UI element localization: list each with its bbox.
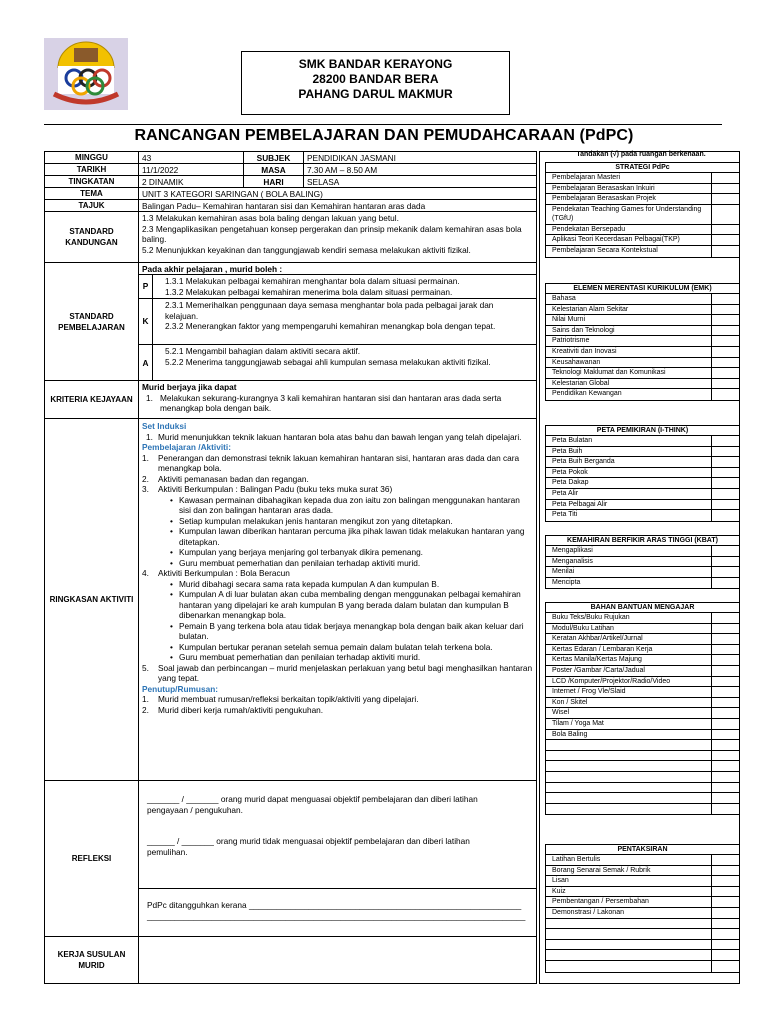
induksi-item-text: Murid menunjukkan teknik lakuan hantaran bola atas bahu dan bawah lengan yang telah dipelajari. — [158, 431, 522, 442]
lesson-plan-table — [44, 151, 537, 984]
kbat-item[interactable]: Mengaplikasi — [546, 546, 739, 557]
minggu-label: MINGGU — [45, 152, 139, 163]
sk-item: 2.3 Mengaplikasikan pengetahuan konsep pergerakan dan prinsip mekanik dalam kemahiran asas bola baling. — [142, 223, 522, 244]
activity-step-text: Aktiviti Berkumpulan : Balingan Padu (buku teks muka surat 36) — [158, 484, 393, 494]
row-minggu — [45, 152, 536, 164]
pentaksiran-item[interactable] — [546, 929, 739, 940]
pembelajaran-heading: Pembelajaran /Aktiviti: — [142, 442, 231, 452]
masa-label: MASA — [244, 164, 304, 175]
school-postcode: 28200 BANDAR BERA — [312, 72, 439, 86]
tangguh-line: __________________________________________________________________________________ — [147, 910, 526, 921]
activity-step-text: Soal jawab dan perbincangan – murid menjelaskan perlakuan yang betul bagi menghasilkan hantaran yang tepat. — [158, 662, 533, 683]
ringkasan-content — [139, 419, 536, 780]
minggu-value: 43 — [139, 152, 244, 163]
bbm-item[interactable]: Tilam / Yoga Mat — [546, 719, 739, 730]
pentaksiran-title: PENTAKSIRAN — [546, 845, 739, 855]
ithink-item[interactable]: Peta Titi — [546, 510, 739, 521]
bullet-item: • Murid dibahagi secara sama rata kepada kumpulan A dan kumpulan B. — [170, 579, 533, 590]
activity-step: 2. Aktiviti pemanasan badan dan regangan. — [142, 474, 533, 485]
induksi-item: 1. Murid menunjukkan teknik lakuan hantaran bola atas bahu dan bawah lengan yang telah dipelajari. — [142, 432, 533, 443]
bullet-text: Kawasan permainan dibahagikan kepada dua zon iaitu zon balingan menggunakan hantaran sisi dan zon balingan hantaran aras dada. — [179, 494, 520, 515]
sp-item: 5.2.2 Menerima tanggungjawab sebagai ahli kumpulan semasa melakukan aktiviti fizikal. — [165, 356, 491, 367]
bbm-item[interactable] — [546, 751, 739, 762]
kbat-title: KEMAHIRAN BERFIKIR ARAS TINGGI (KBAT) — [546, 536, 739, 546]
hari-label: HARI — [244, 176, 304, 187]
bullet-item: • Kumpulan bertukar peranan setelah semua pemain dalam bulatan telah terkena bola. — [170, 642, 533, 653]
ithink-item[interactable]: Peta Bulatan — [546, 436, 739, 447]
refleksi-line: _______ / _______ orang murid dapat menguasai objektif pembelajaran dan diberi latihan — [147, 794, 478, 804]
header-divider — [44, 124, 722, 125]
bbm-item[interactable]: LCD /Komputer/Projektor/Radio/Video — [546, 677, 739, 688]
activity-step: 3. Aktiviti Berkumpulan : Balingan Padu (buku teks muka surat 36) — [142, 484, 533, 495]
ithink-item[interactable]: Peta Pokok — [546, 468, 739, 479]
bbm-item[interactable] — [546, 772, 739, 783]
bbm-item[interactable]: Poster /Gambar /Carta/Jadual — [546, 666, 739, 677]
strategi-item[interactable]: Pembelajaran Masteri — [546, 173, 739, 184]
row-tingkatan — [45, 176, 536, 188]
sp-item: 2.3.1 Memerihalkan penggunaan daya semasa menghantar bola pada pelbagai jarak dan kelajuan. — [165, 300, 494, 321]
bullet-text: Kumpulan A di luar bulatan akan cuba membaling dengan menggunakan pelbagai kemahiran hantaran yang dipelajari ke arah kumpulan B yang berada dalam bulatan dan kumpulan B dibenarkan menangkap bola. — [179, 589, 521, 620]
bbm-item[interactable]: Bola Baling — [546, 730, 739, 741]
tajuk-value: Balingan Padu– Kemahiran hantaran sisi dan Kemahiran hantaran aras dada — [142, 201, 426, 211]
page-title: RANCANGAN PEMBELAJARAN DAN PEMUDAHCARAAN (PdPC) — [134, 127, 634, 144]
row-kerja-susulan — [45, 937, 536, 983]
row-tajuk — [45, 200, 536, 212]
tarikh-value: 11/1/2022 — [139, 164, 244, 175]
strategi-title: STRATEGI PdPc — [546, 163, 739, 173]
bbm-item[interactable] — [546, 783, 739, 794]
bullet-text: Kumpulan bertukar peranan setelah semua pemain dalam bulatan telah terkena bola. — [179, 641, 493, 652]
bullet-text: Murid dibahagi secara sama rata kepada kumpulan A dan kumpulan B. — [179, 578, 440, 589]
ithink-title: PETA PEMIKIRAN (I-THINK) — [546, 426, 739, 436]
sk-item: 5.2 Menunjukkan keyakinan dan tanggungjawab kendiri semasa melakukan aktiviti fizikal. — [142, 244, 471, 255]
bullet-item: • Guru membuat pemerhatian dan penilaian terhadap aktiviti murid. — [170, 558, 533, 569]
emk-item[interactable]: Pendidikan Kewangan — [546, 389, 739, 400]
penutup-heading: Penutup/Rumusan: — [142, 683, 219, 694]
sp-letter: P — [139, 275, 153, 298]
emk-title: ELEMEN MERENTASI KURIKULUM (EMK) — [546, 284, 739, 294]
activity-step-text: Aktiviti Berkumpulan : Bola Beracun — [158, 568, 290, 578]
sp-group-k — [139, 299, 536, 345]
ithink-item[interactable]: Peta Buih — [546, 447, 739, 458]
ithink-item[interactable]: Peta Pelbagai Alir — [546, 500, 739, 511]
standard-pembelajaran-label: STANDARD PEMBELAJARAN — [45, 263, 139, 380]
row-kriteria — [45, 381, 536, 419]
kriteria-content — [139, 381, 536, 418]
school-name: SMK BANDAR KERAYONG — [298, 57, 453, 71]
bbm-item[interactable]: Buku Teks/Buku Rujukan — [546, 613, 739, 624]
masa-value: 7.30 AM – 8.50 AM — [307, 165, 378, 175]
bullet-text: Pemain B yang terkena bola atau tidak berjaya menangkap bola dengan baik akan keluar dari bulatan. — [179, 620, 524, 641]
bbm-item[interactable] — [546, 804, 739, 815]
pentaksiran-table — [545, 844, 740, 973]
bullet-text: Setiap kumpulan melakukan jenis hantaran mengikut zon yang ditetapkan. — [179, 515, 453, 526]
bullet-item: • Kumpulan lawan diberikan hantaran percuma jika pihak lawan tidak melakukan hantaran yang ditetapkan. — [170, 526, 533, 547]
bbm-item[interactable] — [546, 793, 739, 804]
emk-item[interactable]: Keusahawanan — [546, 358, 739, 369]
tick-instruction: Tandakan (√) pada ruangan berkenaan. — [576, 151, 706, 158]
school-address-box — [241, 51, 510, 115]
bbm-item[interactable] — [546, 761, 739, 772]
row-tema — [45, 188, 536, 200]
emk-table — [545, 283, 740, 401]
kbat-item[interactable]: Menganalisis — [546, 557, 739, 568]
kbat-item[interactable]: Menilai — [546, 567, 739, 578]
bullet-item: • Setiap kumpulan melakukan jenis hantaran mengikut zon yang ditetapkan. — [170, 516, 533, 527]
p3-bullets — [142, 495, 533, 569]
bbm-item[interactable]: Keratan Akhbar/Artikel/Jurnal — [546, 634, 739, 645]
tajuk-label: TAJUK — [45, 200, 139, 211]
tingkatan-value: 2 DINAMIK — [139, 176, 244, 187]
subjek-label: SUBJEK — [244, 152, 304, 163]
ithink-item[interactable]: Peta Alir — [546, 489, 739, 500]
pentaksiran-item[interactable] — [546, 919, 739, 930]
pentaksiran-item[interactable]: Lisan — [546, 876, 739, 887]
bbm-item[interactable]: Kertas Manila/Kertas Majung — [546, 655, 739, 666]
tema-label: TEMA — [45, 188, 139, 199]
bullet-item: • Guru membuat pemerhatian dan penilaian terhadap aktiviti murid. — [170, 652, 533, 663]
strategi-item[interactable]: Pendekatan Bersepadu — [546, 225, 739, 236]
kerja-susulan-content — [139, 937, 536, 983]
row-standard-pembelajaran — [45, 263, 536, 381]
activity-step: 4. Aktiviti Berkumpulan : Bola Beracun — [142, 568, 533, 579]
penutup-item: 2. Murid diberi kerja rumah/aktiviti pengukuhan. — [142, 705, 533, 716]
pentaksiran-item[interactable] — [546, 940, 739, 951]
refleksi-label: REFLEKSI — [45, 781, 139, 936]
bbm-item[interactable]: Internet / Frog Vle/Slaid — [546, 687, 739, 698]
school-logo — [44, 38, 128, 110]
bbm-title: BAHAN BANTUAN MENGAJAR — [546, 603, 739, 613]
refleksi-content — [139, 781, 536, 936]
strategi-table — [545, 162, 740, 258]
strategi-item[interactable]: Pembelajaran Secara Kontekstual — [546, 246, 739, 257]
bullet-item: • Pemain B yang terkena bola atau tidak berjaya menangkap bola dengan baik akan keluar dari bulatan. — [170, 621, 533, 642]
bbm-item[interactable]: Wisel — [546, 708, 739, 719]
sp-item: 1.3.1 Melakukan pelbagai kemahiran menghantar bola dalam situasi permainan. — [165, 276, 460, 286]
emk-item[interactable]: Kelestarian Global — [546, 379, 739, 390]
emk-item[interactable]: Kelestarian Alam Sekitar — [546, 305, 739, 316]
kriteria-label: KRITERIA KEJAYAAN — [45, 381, 139, 418]
activity-step: 5. Soal jawab dan perbincangan – murid menjelaskan perlakuan yang betul bagi menghasilkan hantaran yang tepat. — [142, 662, 533, 683]
bullet-item: • Kumpulan yang berjaya menjaring gol terbanyak dikira pemenang. — [170, 547, 533, 558]
pentaksiran-item[interactable] — [546, 961, 739, 972]
set-induksi-heading: Set Induksi — [142, 421, 187, 431]
refleksi-line: ______ / _______ orang murid tidak menguasai objektif pembelajaran dan diberi latihan — [147, 836, 470, 846]
pentaksiran-item[interactable]: Borang Senarai Semak / Rubrik — [546, 866, 739, 877]
bbm-item[interactable]: Modul/Buku Latihan — [546, 624, 739, 635]
row-standard-kandungan — [45, 212, 536, 263]
bullet-text: Guru membuat pemerhatian dan penilaian terhadap aktiviti murid. — [179, 557, 421, 568]
sp-item: 2.3.2 Menerangkan faktor yang mempengaruhi kemahiran menangkap bola dengan tepat. — [165, 321, 496, 331]
standard-kandungan-label: STANDARD KANDUNGAN — [45, 212, 139, 262]
penutup-item-text: Murid diberi kerja rumah/aktiviti pengukuhan. — [158, 704, 324, 715]
sp-letter: K — [139, 299, 153, 344]
tema-value: UNIT 3 KATEGORI SARINGAN ( BOLA BALING) — [142, 189, 323, 199]
sp-group-a — [139, 345, 536, 381]
strategi-item[interactable]: Pembelajaran Berasaskan Inkuiri — [546, 184, 739, 195]
sk-item: 1.3 Melakukan kemahiran asas bola baling dengan lakuan yang betul. — [142, 213, 399, 223]
refleksi-line: pengayaan / pengukuhan. — [147, 804, 243, 815]
ithink-table — [545, 425, 740, 522]
p4-bullets — [142, 579, 533, 663]
ithink-item[interactable]: Peta Buih Berganda — [546, 457, 739, 468]
kriteria-item-text: Melakukan sekurang-kurangnya 3 kali kemahiran hantaran sisi dan hantaran aras dada serta menangkap bola dengan baik. — [160, 392, 502, 413]
tingkatan-label: TINGKATAN — [45, 176, 139, 187]
emk-item[interactable]: Kreativiti dan Inovasi — [546, 347, 739, 358]
school-state: PAHANG DARUL MAKMUR — [298, 87, 453, 101]
bullet-text: Kumpulan lawan diberikan hantaran percuma jika pihak lawan tidak melakukan hantaran yang ditetapkan. — [179, 526, 525, 547]
emk-item[interactable]: Nilai Murni — [546, 315, 739, 326]
strategi-item[interactable]: Pembelajaran Berasaskan Projek — [546, 194, 739, 205]
row-ringkasan — [45, 419, 536, 781]
activity-step-text: Penerangan dan demonstrasi teknik lakuan kemahiran hantaran sisi, hantaran aras dada dan cara menangkap bola. — [158, 452, 520, 473]
bullet-item: • Kumpulan A di luar bulatan akan cuba membaling dengan menggunakan pelbagai kemahiran hantaran yang dipelajari ke arah kumpulan B yang berada dalam bulatan dan kumpulan B dibenarkan menangkap bola. — [170, 589, 533, 621]
hari-value: SELASA — [307, 177, 340, 187]
sp-intro: Pada akhir pelajaran , murid boleh : — [139, 263, 536, 275]
refleksi-line: pemulihan. — [147, 846, 188, 857]
standard-kandungan-content — [139, 212, 536, 262]
pentaksiran-item[interactable]: Pembentangan / Persembahan — [546, 897, 739, 908]
ringkasan-label: RINGKASAN AKTIVITI — [45, 419, 139, 780]
emk-item[interactable]: Sains dan Teknologi — [546, 326, 739, 337]
bbm-item[interactable] — [546, 740, 739, 751]
emk-item[interactable]: Patriotrisme — [546, 336, 739, 347]
sp-letter: A — [139, 345, 153, 381]
activity-step-text: Aktiviti pemanasan badan dan regangan. — [158, 473, 309, 484]
pentaksiran-item[interactable]: Kuiz — [546, 887, 739, 898]
sp-group-p — [139, 275, 536, 299]
bullet-text: Guru membuat pemerhatian dan penilaian terhadap aktiviti murid. — [179, 652, 421, 662]
bbm-item[interactable]: Kertas Edaran / Lembaran Kerja — [546, 645, 739, 656]
pentaksiran-item[interactable]: Latihan Bertulis — [546, 855, 739, 866]
emk-item[interactable]: Teknologi Maklumat dan Komunikasi — [546, 368, 739, 379]
tarikh-label: TARIKH — [45, 164, 139, 175]
sp-item: 1.3.2 Melakukan pelbagai kemahiran menerima bola dalam situasi permainan. — [165, 286, 453, 297]
standard-pembelajaran-content — [139, 263, 536, 380]
kbat-item[interactable]: Mencipta — [546, 578, 739, 589]
pentaksiran-item[interactable] — [546, 950, 739, 961]
emk-item[interactable]: Bahasa — [546, 294, 739, 305]
activity-step: 1. Penerangan dan demonstrasi teknik lakuan kemahiran hantaran sisi, hantaran aras dada dan cara menangkap bola. — [142, 453, 533, 474]
strategi-item[interactable]: Pendekatan Teaching Games for Understanding (TGfU) — [546, 205, 739, 225]
bullet-text: Kumpulan yang berjaya menjaring gol terbanyak dikira pemenang. — [179, 547, 423, 557]
penutup-item: 1. Murid membuat rumusan/refleksi berkaitan topik/aktiviti yang dipelajari. — [142, 694, 533, 705]
tangguh-line: PdPc ditangguhkan kerana ___________________________________________________________ — [147, 900, 522, 910]
kbat-table — [545, 535, 740, 589]
strategi-item[interactable]: Aplikasi Teori Kecerdasan Pelbagai(TKP) — [546, 235, 739, 246]
kriteria-intro: Murid berjaya jika dapat — [142, 382, 237, 392]
row-tarikh — [45, 164, 536, 176]
row-refleksi — [45, 781, 536, 937]
ithink-item[interactable]: Peta Dakap — [546, 478, 739, 489]
subjek-value: PENDIDIKAN JASMANI — [307, 153, 396, 163]
bbm-item[interactable]: Kon / Skitel — [546, 698, 739, 709]
kriteria-item: 1. Melakukan sekurang-kurangnya 3 kali kemahiran hantaran sisi dan hantaran aras dada serta menangkap bola dengan baik. — [142, 393, 533, 414]
pentaksiran-item[interactable]: Demonstrasi / Lakonan — [546, 908, 739, 919]
sp-item: 5.2.1 Mengambil bahagian dalam aktiviti secara aktif. — [165, 346, 361, 356]
penutup-item-text: Murid membuat rumusan/refleksi berkaitan topik/aktiviti yang dipelajari. — [158, 694, 419, 704]
bbm-table — [545, 602, 740, 815]
bullet-item: • Kawasan permainan dibahagikan kepada dua zon iaitu zon balingan menggunakan hantaran sisi dan zon balingan hantaran aras dada. — [170, 495, 533, 516]
kerja-susulan-label: KERJA SUSULAN MURID — [45, 937, 139, 983]
